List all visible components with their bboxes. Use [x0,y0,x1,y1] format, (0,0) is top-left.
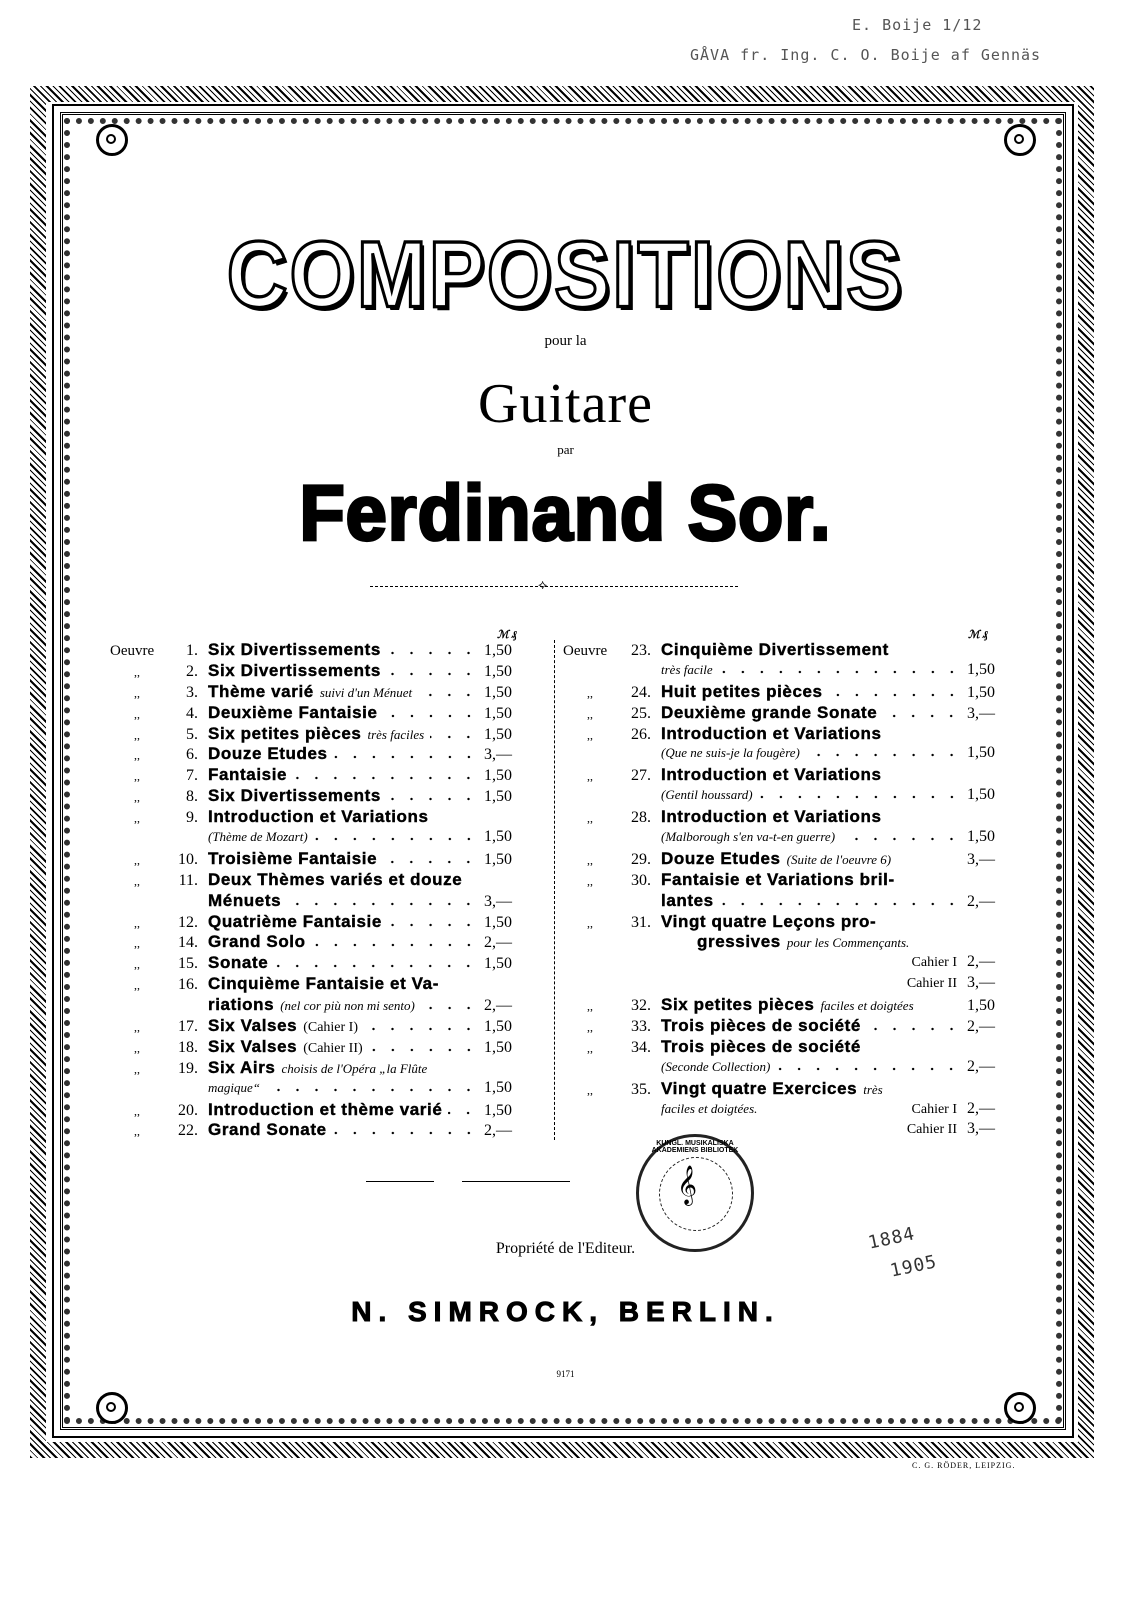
entry-line [563,974,995,995]
price: 1,50 [967,786,995,804]
work-title: Grand Solo [208,932,306,952]
opus-prefix: ,, [134,873,140,888]
price: 3,— [484,892,512,910]
dot-leader [364,1023,478,1031]
entry-line [563,786,995,807]
entry-line [563,912,995,933]
catalog-entry [110,765,512,786]
opus-prefix: ,, [587,706,593,721]
price: 1,50 [967,828,995,846]
work-title: Fantaisie et Variations bril- [661,869,895,889]
entry-line [110,1037,512,1058]
dot-leader [448,1107,478,1115]
work-subtitle: très [863,1081,883,1097]
work-title: Cinquième Fantaisie et Va- [208,974,439,994]
opus-number: 32. [631,997,651,1015]
cahier-label: Cahier I [911,1101,957,1117]
catalog-entry [110,870,512,912]
work-title: Thème varié [208,681,314,701]
opus-number: 33. [631,1018,651,1036]
work-title: Grand Sonate [208,1120,327,1140]
dot-leader [387,647,478,655]
work-subtitle: choisis de l'Opéra „la Flûte [281,1060,428,1076]
price: 1,50 [484,850,512,868]
work-note: (Cahier I) [303,1020,358,1036]
entry-line [110,995,512,1016]
dot-leader [806,749,961,757]
catalog-entry [110,807,512,849]
gift-stamp-text: GÅVA fr. Ing. C. O. Boije af Gennäs [690,46,1042,64]
opus-number: 30. [631,871,651,889]
opus-prefix: ,, [587,727,593,742]
entry-line [563,724,995,745]
entry-line [110,682,512,703]
dot-leader [274,960,478,968]
opus-prefix: ,, [134,769,140,784]
entry-line [563,995,995,1016]
currency-header: ℳ ₰ [497,629,518,641]
dot-leader [333,1127,478,1135]
work-title: Six Divertissements [208,660,381,680]
opus-prefix: ,, [587,852,593,867]
price: 1,50 [484,704,512,722]
opus-prefix: ,, [134,1061,140,1076]
subtitle-pour-la: pour la [544,333,587,349]
lyre-icon: 𝄞 [677,1167,698,1204]
dot-leader [287,898,478,906]
opus-number: 10. [178,850,198,868]
dot-leader [883,710,961,718]
opus-number: 15. [178,955,198,973]
opus-number: 8. [186,788,198,806]
entry-line [110,870,512,891]
dot-leader [841,833,961,841]
entry-line [563,1037,995,1058]
work-title: Introduction et Variations [208,807,429,827]
entry-line [110,807,512,828]
catalog-entry [110,912,512,933]
entry-line [563,744,995,765]
work-title: Introduction et Variations [661,765,882,785]
price: 2,— [967,953,995,971]
price: 1,50 [967,683,995,701]
corner-scroll-icon [96,124,128,156]
work-title: Quatrième Fantaisie [208,911,382,931]
entry-line [563,849,995,870]
work-title: Troisième Fantaisie [208,848,378,868]
price: 1,50 [484,642,512,659]
catalog-entry [110,953,512,974]
price: 2,— [967,1099,995,1117]
dot-leader [387,668,478,676]
opus-prefix: ,, [134,685,140,700]
catalog-entry [110,661,512,682]
price: 3,— [967,1120,995,1138]
work-title: Six petites pièces [661,995,815,1015]
catalog-entry [110,1058,512,1100]
dot-leader [266,1084,478,1092]
opus-prefix: Oeuvre [563,643,608,659]
opus-number: 28. [631,809,651,827]
price: 1,50 [484,955,512,973]
works-list-right [563,640,995,1141]
opus-prefix: ,, [587,769,593,784]
cahier-label: Cahier II [906,1122,957,1138]
entry-line [563,661,995,682]
opus-prefix: ,, [134,915,140,930]
divider-ornament-icon: ⟡ [538,578,548,593]
work-subtitle: (Suite de l'oeuvre 6) [786,851,892,867]
page-title: COMPOSITIONS [226,221,905,327]
work-subtitle: très facile [661,661,713,677]
work-subtitle: faciles et doigtées. [661,1100,758,1116]
work-subtitle: pour les Commençants. [786,935,910,951]
dot-leader [430,731,478,739]
opus-prefix: ,, [134,1020,140,1035]
dot-leader [369,1044,478,1052]
opus-prefix: ,, [134,706,140,721]
subtitle-par: par [557,442,574,457]
work-title: Introduction et Variations [661,807,882,827]
opus-number: 34. [631,1038,651,1056]
work-title: Sonate [208,953,269,973]
catalog-entry [563,682,995,703]
catalog-entry [563,765,995,807]
dot-leader [867,1023,961,1031]
work-title: Cinquième Divertissement [661,640,889,659]
opus-number: 20. [178,1101,198,1119]
opus-number: 19. [178,1059,198,1077]
opus-prefix: ,, [587,1082,593,1097]
opus-prefix: ,, [587,811,593,826]
work-title: Six Airs [208,1057,276,1077]
price: 2,— [967,1057,995,1075]
dot-leader [387,793,478,801]
opus-prefix: ,, [587,685,593,700]
entry-line [563,932,995,953]
price: 1,50 [967,744,995,762]
entry-line [110,932,512,953]
work-subtitle: (Gentil houssard) [661,787,753,803]
corner-scroll-icon [1004,1392,1036,1424]
entry-line [110,765,512,786]
price: 3,— [484,746,512,764]
opus-number: 22. [178,1122,198,1140]
price: 1,50 [484,828,512,846]
catalog-entry [110,640,512,661]
entry-line [110,1016,512,1037]
entry-line [110,1120,512,1141]
opus-number: 35. [631,1080,651,1098]
entry-line [110,1079,512,1100]
entry-line [563,870,995,891]
price: 1,50 [484,1101,512,1119]
catalog-entry [110,1120,512,1141]
dot-leader [418,689,478,697]
catalog-entry [110,849,512,870]
entry-line [110,744,512,765]
dot-leader [720,898,961,906]
catalog-entry [563,912,995,996]
work-title: gressives [697,932,781,952]
work-title: Douze Etudes [661,848,781,868]
opus-number: 4. [186,704,198,722]
work-subtitle: magique“ [208,1079,260,1095]
opus-prefix: ,, [134,936,140,951]
opus-prefix: ,, [134,727,140,742]
price: 1,50 [484,662,512,680]
entry-line [563,1079,995,1100]
opus-prefix: ,, [134,1103,140,1118]
opus-prefix: ,, [134,1124,140,1139]
dot-leader [759,791,961,799]
entry-line [563,1100,995,1121]
work-subtitle: faciles et doigtées [820,998,914,1014]
handwritten-date: 1884 [866,1223,918,1254]
entry-line [110,974,512,995]
dot-leader [334,751,478,759]
price: 3,— [967,850,995,868]
opus-prefix: ,, [134,957,140,972]
work-title: riations [208,995,275,1015]
catalog-entry [563,849,995,870]
price: 2,— [484,997,512,1015]
work-title: Deuxième Fantaisie [208,702,378,722]
stamp-text: KUNGL. MUSIKALISKA AKADEMIENS BIBLIOTEK [651,1140,739,1154]
work-title: Six Valses [208,1036,298,1056]
entry-line [563,807,995,828]
work-subtitle: (Que ne suis-je la fougère) [661,745,800,761]
work-subtitle: suivi d'un Ménuet [319,684,413,700]
entry-line [563,953,995,974]
entry-line [563,828,995,849]
work-title: Deuxième grande Sonate [661,702,878,722]
price: 2,— [967,892,995,910]
catalog-entry [563,870,995,912]
entry-line [110,1058,512,1079]
opus-number: 29. [631,850,651,868]
price: 1,50 [484,683,512,701]
catalog-entry [110,703,512,724]
opus-number: 18. [178,1038,198,1056]
price: 3,— [967,704,995,722]
catalog-entry [563,640,995,682]
work-subtitle: très faciles [367,726,425,742]
opus-prefix: ,, [587,915,593,930]
work-title: Fantaisie [208,765,288,785]
price: 1,50 [484,725,512,743]
work-title: Deux Thèmes variés et douze [208,869,463,889]
opus-number: 16. [178,976,198,994]
price: 1,50 [967,997,995,1015]
entry-line [563,765,995,786]
opus-number: 26. [631,725,651,743]
entry-line [563,682,995,703]
work-note: (Cahier II) [303,1040,363,1056]
opus-number: 12. [178,913,198,931]
opus-number: 2. [186,662,198,680]
opus-prefix: ,, [134,1040,140,1055]
cahier-label: Cahier II [906,976,957,992]
work-title: Six Divertissements [208,786,381,806]
opus-number: 3. [186,683,198,701]
catalog-entry [110,744,512,765]
work-subtitle: (Thème de Mozart) [208,829,308,845]
opus-number: 31. [631,913,651,931]
price: 3,— [967,974,995,992]
opus-number: 6. [186,746,198,764]
entry-line [110,849,512,870]
entry-line [110,786,512,807]
work-title: Douze Etudes [208,744,328,764]
entry-line [110,661,512,682]
plate-number: 9171 [556,1369,575,1379]
catalog-entry [563,807,995,849]
catalog-entry [563,703,995,724]
work-subtitle: (Seconde Collection) [661,1058,771,1074]
work-title: Introduction et Variations [661,723,882,743]
dot-leader [383,856,478,864]
separator-line [462,1181,570,1182]
work-title: Vingt quatre Leçons pro- [661,911,877,931]
corner-scroll-icon [96,1392,128,1424]
dot-leader [388,919,478,927]
opus-prefix: ,, [587,1020,593,1035]
handwritten-note: E. Boije 1/12 [852,16,983,34]
opus-prefix: ,, [134,748,140,763]
price: 2,— [484,934,512,952]
entry-line [110,953,512,974]
property-notice: Propriété de l'Editeur. [495,1240,636,1257]
work-title: lantes [661,890,714,910]
entry-line [110,912,512,933]
catalog-entry [563,1079,995,1142]
work-title: Trois pièces de société [661,1036,861,1056]
opus-number: 9. [186,809,198,827]
printer-credit: C. G. RÖDER, LEIPZIG. [912,1461,1016,1470]
catalog-entry [563,995,995,1016]
work-title: Six Valses [208,1016,298,1036]
divider [370,586,738,587]
price: 2,— [967,1018,995,1036]
catalog-entry [110,724,512,745]
entry-line [563,1058,995,1079]
handwritten-date: 1905 [888,1251,940,1282]
entry-line [110,724,512,745]
catalog-entry [563,1016,995,1037]
opus-prefix: ,, [134,978,140,993]
catalog-entry [110,1016,512,1037]
opus-prefix: ,, [134,664,140,679]
entry-line [110,828,512,849]
opus-number: 11. [178,871,198,889]
price: 1,50 [967,660,995,678]
catalog-entry [110,1037,512,1058]
dot-leader [293,772,478,780]
opus-number: 25. [631,704,651,722]
dot-leader [384,710,478,718]
dot-leader [829,689,961,697]
catalog-entry [110,1100,512,1121]
entry-line [563,891,995,912]
separator-line [366,1181,434,1182]
work-subtitle: (Malborough s'en va-t-en guerre) [661,829,836,845]
dot-leader [719,666,961,674]
entry-line [110,640,512,661]
opus-number: 14. [178,934,198,952]
opus-number: 23. [631,642,651,659]
column-divider [554,640,555,1140]
work-subtitle: (nel cor più non mi sento) [280,998,415,1014]
opus-number: 5. [186,725,198,743]
library-stamp [636,1134,754,1252]
catalog-entry [110,682,512,703]
price: 2,— [484,1122,512,1140]
work-title: Ménuets [208,890,282,910]
dot-leader [312,939,478,947]
opus-number: 1. [186,642,198,659]
dot-leader [314,833,478,841]
opus-prefix: ,, [134,790,140,805]
entry-line [110,891,512,912]
catalog-entry [110,932,512,953]
entry-line [563,703,995,724]
catalog-entry [563,724,995,766]
composer-name: Ferdinand Sor. [299,468,832,557]
dot-leader [421,1002,478,1010]
price: 1,50 [484,1078,512,1096]
opus-prefix: Oeuvre [110,643,155,659]
work-title: Introduction et thème varié [208,1099,443,1119]
work-title: Six petites pièces [208,723,362,743]
catalog-entry [563,1037,995,1079]
currency-header: ℳ ₰ [968,629,989,641]
entry-line [110,703,512,724]
price: 1,50 [484,1018,512,1036]
cahier-label: Cahier I [911,955,957,971]
opus-prefix: ,, [134,852,140,867]
catalog-entry [110,974,512,1016]
dot-leader [776,1063,961,1071]
opus-number: 24. [631,683,651,701]
work-title: Vingt quatre Exercices [661,1078,858,1098]
opus-number: 27. [631,767,651,785]
opus-prefix: ,, [587,999,593,1014]
opus-prefix: ,, [134,811,140,826]
opus-number: 17. [178,1018,198,1036]
opus-prefix: ,, [587,873,593,888]
opus-prefix: ,, [587,1040,593,1055]
price: 1,50 [484,788,512,806]
work-title: Trois pièces de société [661,1016,861,1036]
works-list-left [110,640,512,1141]
price: 1,50 [484,1038,512,1056]
price: 1,50 [484,913,512,931]
corner-scroll-icon [1004,124,1036,156]
catalog-entry [110,786,512,807]
work-title: Huit petites pièces [661,681,823,701]
entry-line [563,1016,995,1037]
work-title: Six Divertissements [208,640,381,659]
entry-line [563,640,995,661]
instrument-title: Guitare [478,373,653,435]
publisher: N. SIMROCK, BERLIN. [351,1296,780,1327]
entry-line [110,1100,512,1121]
opus-number: 7. [186,767,198,785]
entry-line [563,1120,995,1141]
price: 1,50 [484,767,512,785]
